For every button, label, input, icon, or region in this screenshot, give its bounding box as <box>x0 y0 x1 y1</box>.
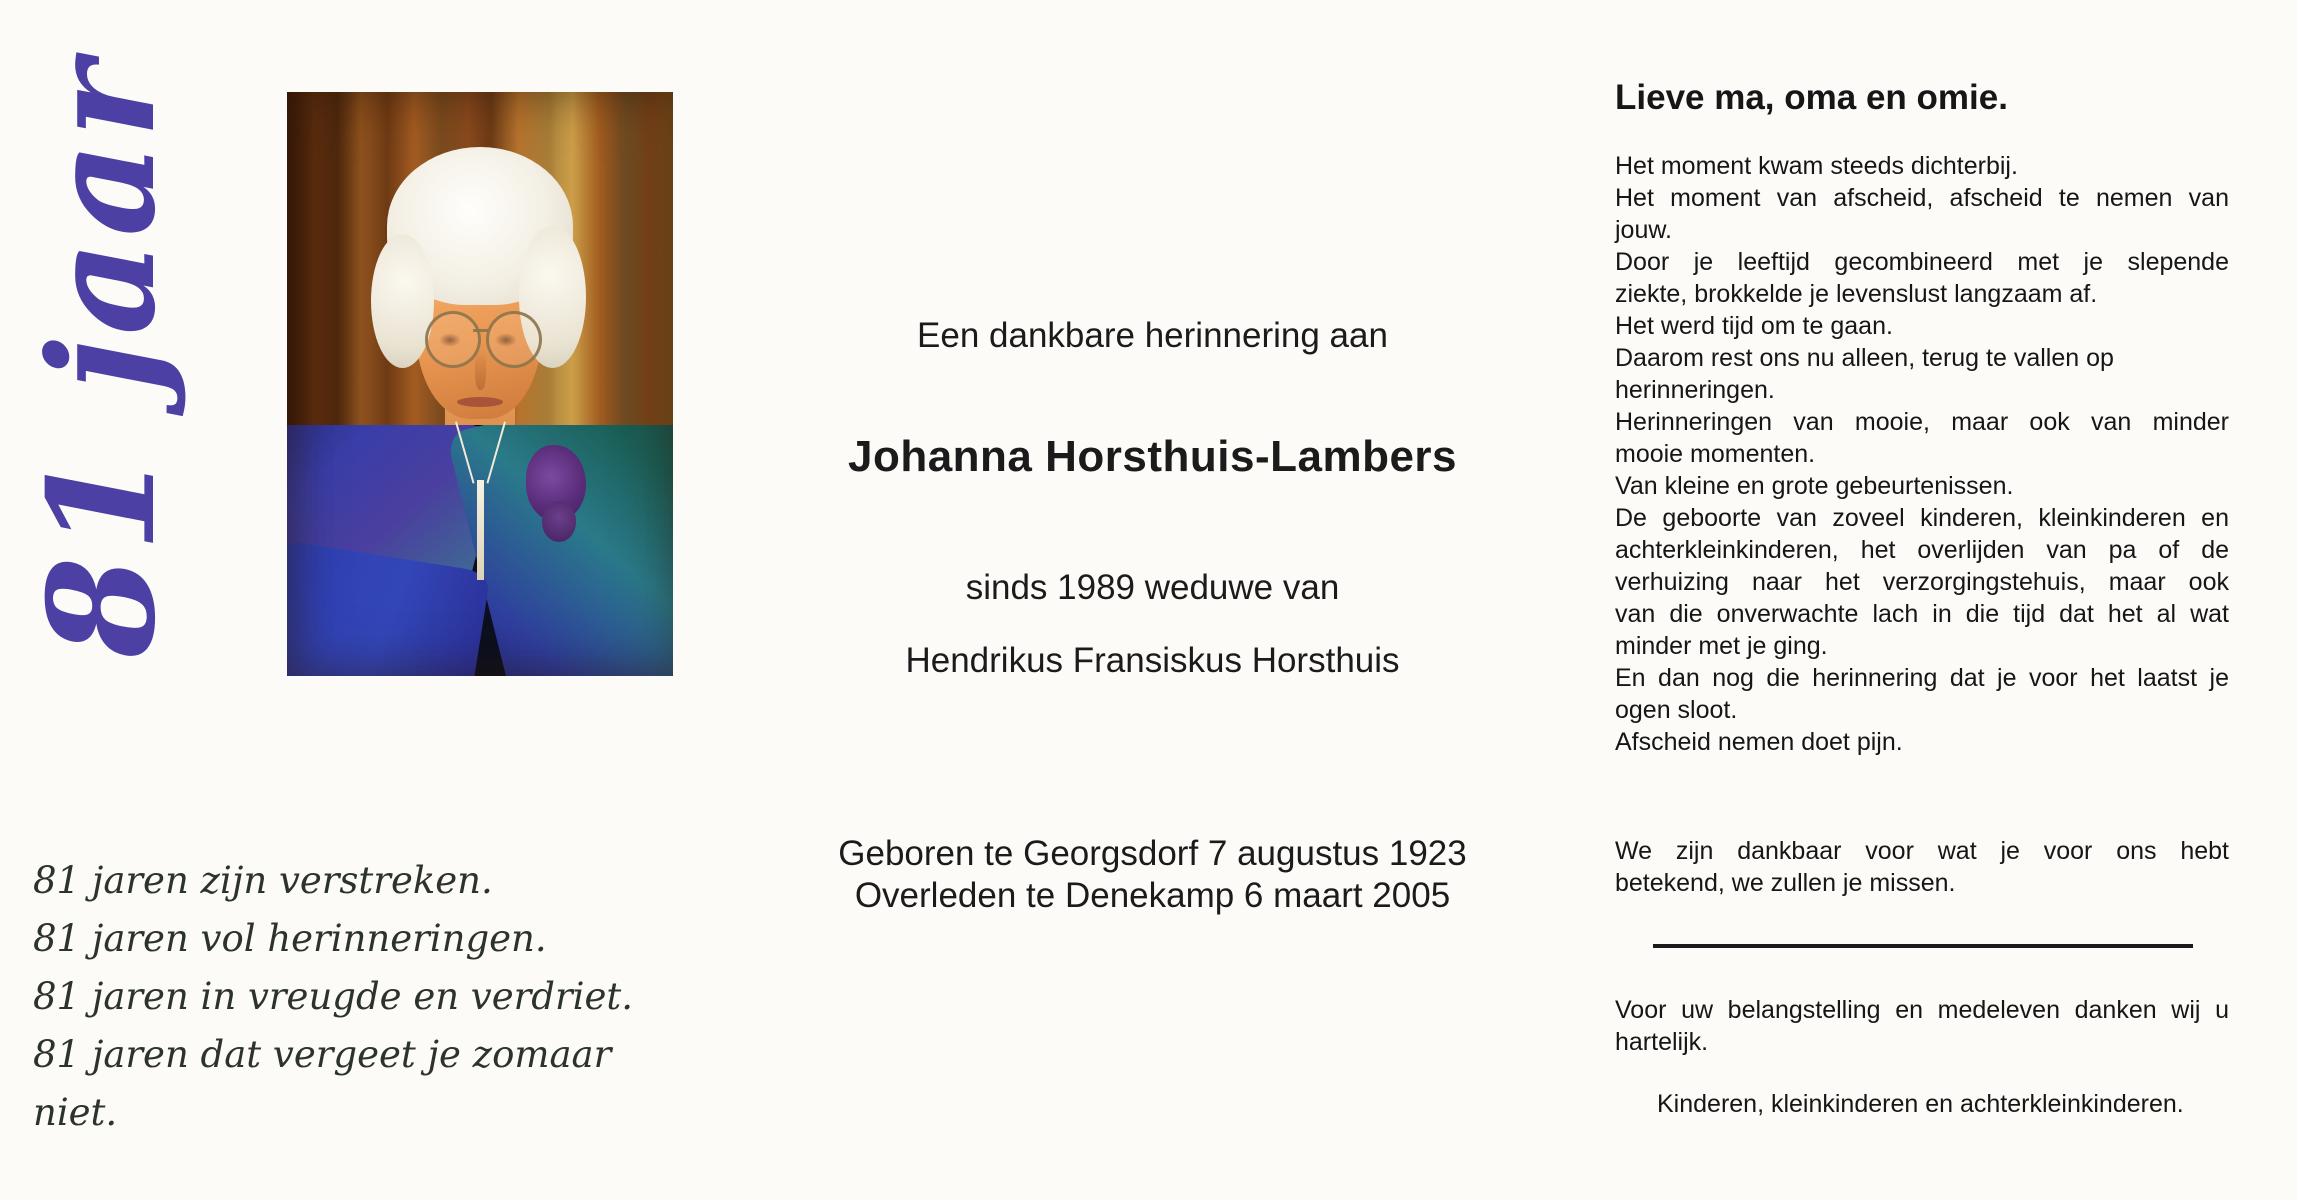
memorial-line: Het moment van afscheid, afscheid te nemen van <box>1615 184 2229 212</box>
memorial-line: jouw. <box>1615 216 1672 244</box>
memorial-line: ogen sloot. <box>1615 696 1738 724</box>
birth-line: Geboren te Georgsdorf 7 augustus 1923 <box>838 834 1467 873</box>
memorial-line: Het moment kwam steeds dichterbij. <box>1615 152 2018 180</box>
memorial-line: Herinneringen van mooie, maar ook van minder <box>1615 408 2229 436</box>
poem-line: 81 jaren dat vergeet je zomaar niet. <box>33 1033 612 1134</box>
portrait-photo <box>287 92 673 676</box>
memorial-line: ziekte, brokkelde je levenslust langzaam af. <box>1615 280 2098 308</box>
husband-name: Hendrikus Fransiskus Horsthuis <box>905 641 1400 680</box>
memorial-line: De geboorte van zoveel kinderen, kleinkinderen en <box>1615 504 2229 532</box>
memorial-line: Het werd tijd om te gaan. <box>1615 312 1893 340</box>
thanks-paragraph <box>1615 994 2229 1058</box>
memorial-line: herinneringen. <box>1615 376 1775 404</box>
memorial-line: verhuizing naar het verzorgingstehuis, maar ook <box>1615 568 2229 596</box>
memorial-line: minder met je ging. <box>1615 632 1828 660</box>
divider-line <box>1653 944 2193 948</box>
photo-vignette <box>287 92 673 676</box>
memorial-line: Van kleine en grote gebeurtenissen. <box>1615 472 2014 500</box>
memorial-line: Door je leeftijd gecombineerd met je slepende <box>1615 248 2229 276</box>
poem <box>33 852 653 1142</box>
widow-line: sinds 1989 weduwe van <box>965 568 1340 607</box>
signature-line: Kinderen, kleinkinderen en achterkleinkinderen. <box>1657 1090 2184 1118</box>
age-banner-text: 81 jaar <box>17 57 188 658</box>
gratitude-paragraph <box>1615 835 2229 899</box>
salutation: Lieve ma, oma en omie. <box>1615 78 2008 117</box>
memorial-line: Afscheid nemen doet pijn. <box>1615 728 1903 756</box>
memorial-line: mooie momenten. <box>1615 440 1816 468</box>
memorial-line: En dan nog die herinnering dat je voor het laatst je <box>1615 664 2229 692</box>
poem-line: 81 jaren in vreugde en verdriet. <box>33 975 634 1018</box>
poem-line: 81 jaren vol herinneringen. <box>33 917 547 960</box>
thanks-line: Voor uw belangstelling en medeleven danken wij u <box>1615 996 2229 1024</box>
memorial-line: van die onverwachte lach in die tijd dat het al wat <box>1615 600 2229 628</box>
gratitude-line: betekend, we zullen je missen. <box>1615 869 1956 897</box>
deceased-name: Johanna Horsthuis-Lambers <box>847 432 1458 481</box>
age-banner <box>17 57 188 658</box>
intro-line: Een dankbare herinnering aan <box>917 316 1388 355</box>
center-column <box>780 0 1525 1200</box>
poem-line: 81 jaren zijn verstreken. <box>33 859 493 902</box>
thanks-line: hartelijk. <box>1615 1028 1709 1056</box>
death-line: Overleden te Denekamp 6 maart 2005 <box>854 876 1451 915</box>
memorial-paragraph <box>1615 150 2229 758</box>
gratitude-line: We zijn dankbaar voor wat je voor ons hebt <box>1615 837 2229 865</box>
memorial-line: Daarom rest ons nu alleen, terug te vallen op <box>1615 344 2114 372</box>
memorial-line: achterkleinkinderen, het overlijden van pa of de <box>1615 536 2229 564</box>
